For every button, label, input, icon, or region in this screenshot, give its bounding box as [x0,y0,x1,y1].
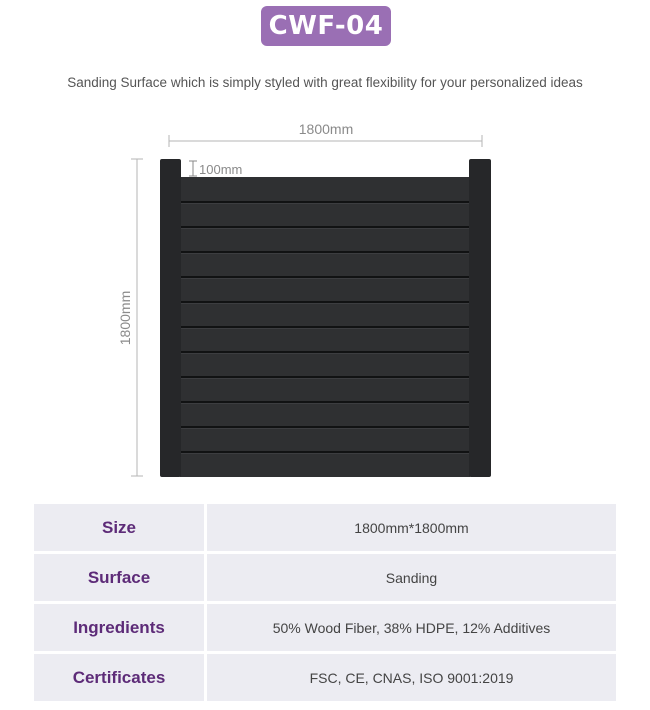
board-highlight [180,253,470,254]
fence-board [180,227,470,252]
spec-row [34,504,616,551]
board-gap [180,326,470,328]
board-highlight [180,378,470,379]
board-highlight [180,203,470,204]
spec-table [34,501,616,704]
model-badge [261,6,391,46]
spec-label: Size [34,504,207,551]
spec-value: 1800mm*1800mm [207,504,616,551]
board-highlight [180,328,470,329]
board-gap [180,201,470,203]
left-post [160,159,181,477]
spec-label: Certificates [34,654,207,701]
fence-board [180,402,470,427]
board-highlight [180,403,470,404]
fence-board [180,452,470,477]
board-gap [180,426,470,428]
product-tagline: Sanding Surface which is simply styled with great flexibility for your personalized ideas [67,75,583,90]
board-gap [180,226,470,228]
board-highlight [180,228,470,229]
width-dimension [169,121,482,147]
board-highlight [180,428,470,429]
fence-board [180,377,470,402]
height-dimension [117,159,143,476]
fence-board [180,252,470,277]
offset-dimension [189,161,242,177]
spec-label: Ingredients [34,604,207,651]
width-label: 1800mm [298,121,354,137]
height-label: 1800mm [117,290,133,346]
fence-diagram [0,110,650,490]
spec-label: Surface [34,554,207,601]
board-gap [180,451,470,453]
fence-board [180,327,470,352]
spec-row [34,554,616,601]
spec-value: 50% Wood Fiber, 38% HDPE, 12% Additives [207,604,616,651]
model-title: CWF-04 [268,11,384,41]
fence-board [180,177,470,202]
spec-value: FSC, CE, CNAS, ISO 9001:2019 [207,654,616,701]
board-gap [180,301,470,303]
right-post [469,159,491,477]
fence-board [180,352,470,377]
board-highlight [180,303,470,304]
board-gap [180,251,470,253]
board-gap [180,376,470,378]
fence-board [180,202,470,227]
fence-board [180,277,470,302]
spec-value: Sanding [207,554,616,601]
spec-row [34,654,616,701]
fence-board [180,302,470,327]
board-highlight [180,278,470,279]
board-gap [180,276,470,278]
spec-row [34,604,616,651]
offset-label: 100mm [199,162,243,177]
board-gap [180,351,470,353]
fence-board [180,427,470,452]
fence-boards [180,177,470,477]
board-gap [180,401,470,403]
board-highlight [180,353,470,354]
board-highlight [180,453,470,454]
